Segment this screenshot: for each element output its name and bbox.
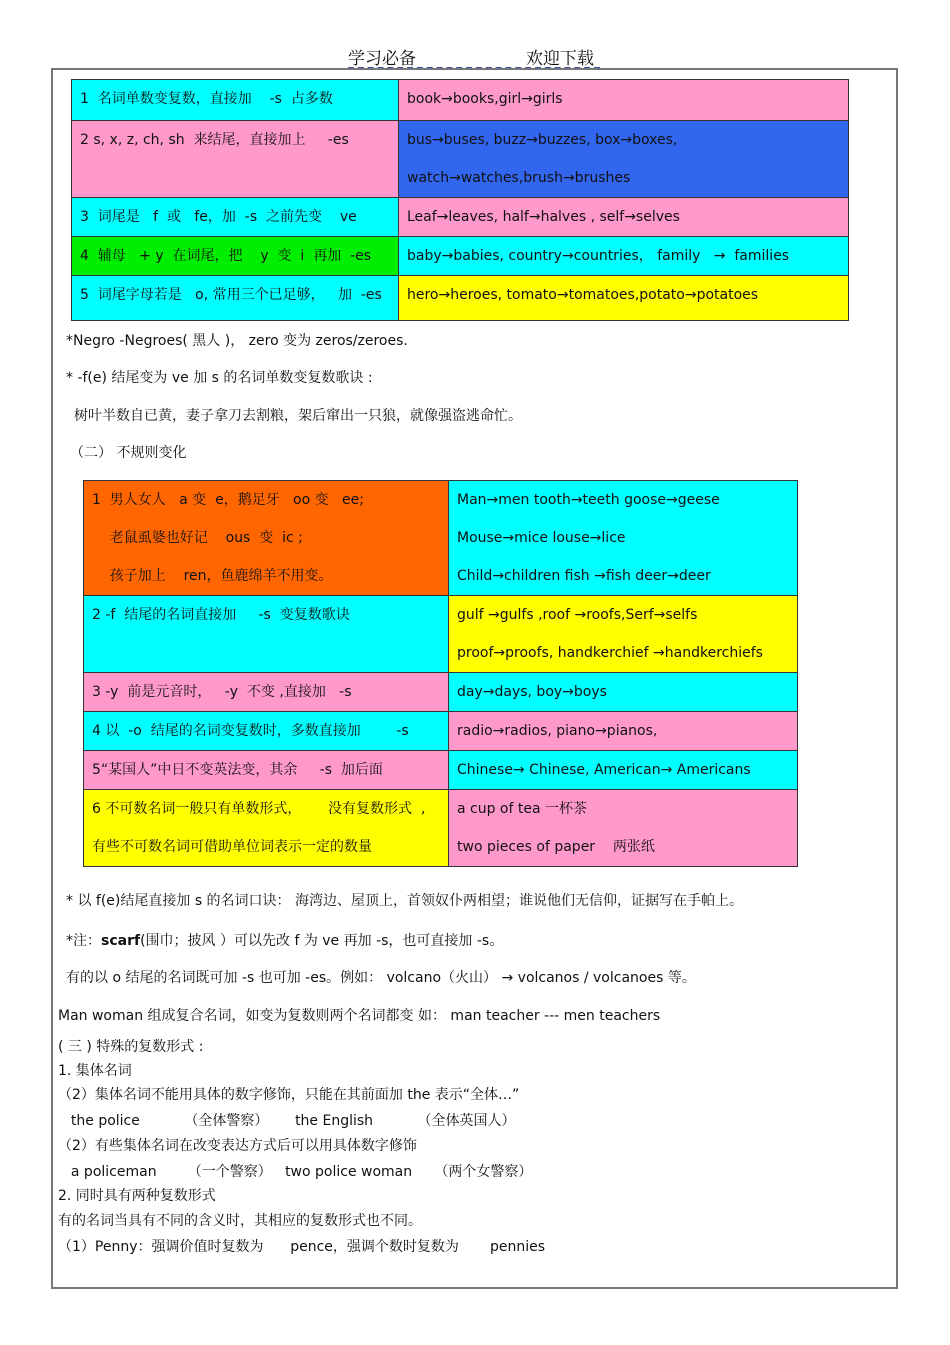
example-line: baby→babies, country→countries， family → families	[407, 248, 790, 264]
collective-example-1: the police （全体警察） the English （全体英国人）	[62, 1113, 516, 1129]
table-row	[84, 673, 798, 712]
rule-line: 2 s, x, z, ch, sh 来结尾，直接加上 -es	[80, 132, 349, 148]
table-row	[72, 276, 849, 321]
note-o-ending: 有的以 o 结尾的名词既可加 -s 也可加 -es。例如： volcano（火山） → volcanos / volcanoes 等。	[66, 970, 696, 986]
example-line: watch→watches,brush→brushes	[407, 170, 631, 186]
rule-line	[80, 159, 398, 197]
note-scarf	[66, 930, 503, 950]
example-line: Mouse→mice louse→lice	[457, 530, 626, 546]
example-line: bus→buses, buzz→buzzes, box→boxes,	[407, 132, 678, 148]
example-line: Man→men tooth→teeth goose→geese	[457, 492, 720, 508]
example-cell	[449, 751, 798, 790]
example-cell	[399, 198, 849, 237]
example-line: Leaf→leaves, half→halves , self→selves	[407, 209, 680, 225]
header-left-text: 学习必备	[348, 49, 416, 69]
example-cell	[449, 712, 798, 751]
note-scarf-rest: (围巾；披风 ）可以先改 f 为 ve 再加 -s，也可直接加 -s。	[140, 933, 504, 949]
rule-line: 3 -y 前是元音时， -y 不变 ,直接加 -s	[92, 684, 352, 700]
rule-cell	[84, 481, 449, 596]
rule-line: 有些不可数名词可借助单位词表示一定的数量	[92, 839, 372, 855]
rule-cell	[72, 276, 399, 321]
example-line: radio→radios, piano→pianos,	[457, 723, 658, 739]
example-line: book→books,girl→girls	[407, 91, 563, 107]
note-f-rule: * -f(e) 结尾变为 ve 加 s 的名词单数变复数歌诀 :	[66, 370, 373, 386]
example-cell	[449, 596, 798, 673]
section-irregular-heading: （二） 不规则变化	[70, 445, 187, 461]
table-row	[72, 237, 849, 276]
example-cell	[399, 121, 849, 198]
irregular-plural-table	[83, 480, 798, 867]
header-right-text: 欢迎下载	[526, 49, 594, 69]
rule-line: 孩子加上 ren，鱼鹿绵羊不用变。	[92, 568, 333, 584]
rule-line: 1 男人女人 a 变 e，鹅足牙 oo 变 ee;	[92, 492, 364, 508]
rule-line: 4 以 -o 结尾的名词变复数时，多数直接加 -s	[92, 723, 409, 739]
note-fe-mnemonic: * 以 f(e)结尾直接加 s 的名词口诀： 海湾边、屋顶上，首领奴仆两相望；谁说他们无信仰，证据写在手帕上。	[66, 893, 744, 909]
rule-line: 老鼠虱婆也好记 ous 变 ic ;	[92, 530, 303, 546]
table-row	[84, 481, 798, 596]
collective-example-2: a policeman （一个警察） two police woman （两个女警察）	[62, 1164, 533, 1180]
example-line: two pieces of paper 两张纸	[457, 839, 655, 855]
table-row	[84, 790, 798, 867]
example-line: proof→proofs, handkerchief →handkerchiefs	[457, 645, 763, 661]
two-forms-explanation: 有的名词当具有不同的含义时，其相应的复数形式也不同。	[58, 1213, 422, 1229]
example-line: hero→heroes, tomato→tomatoes,potato→potatoes	[407, 287, 759, 303]
example-cell	[449, 790, 798, 867]
table-row	[72, 198, 849, 237]
collective-noun-heading: 1. 集体名词	[58, 1063, 132, 1079]
rule-cell	[84, 790, 449, 867]
collective-rule-1: （2）集体名词不能用具体的数字修饰，只能在其前面加 the 表示“全体…”	[58, 1087, 520, 1103]
example-line: gulf →gulfs ,roof →roofs,Serf→selfs	[457, 607, 698, 623]
table-row	[84, 712, 798, 751]
note-poem: 树叶半数自已黄，妻子拿刀去割粮，架后窜出一只狼，就像强盗逃命忙。	[74, 408, 522, 424]
rule-cell	[72, 237, 399, 276]
example-cell	[399, 80, 849, 121]
example-line: Chinese→ Chinese, American→ Americans	[457, 762, 751, 778]
rule-cell	[84, 673, 449, 712]
example-cell	[399, 276, 849, 321]
rule-line	[92, 634, 448, 672]
table-row	[72, 121, 849, 198]
rule-line: 4 辅母 + y 在词尾，把 y 变 i 再加 -es	[80, 248, 372, 264]
example-line: a cup of tea 一杯茶	[457, 801, 588, 817]
example-line: Child→children fish →fish deer→deer	[457, 568, 711, 584]
note-scarf-word: scarf	[101, 933, 141, 949]
rule-cell	[84, 751, 449, 790]
rule-cell	[72, 198, 399, 237]
note-scarf-prefix: *注：	[66, 933, 101, 949]
rule-line: 3 词尾是 f 或 fe，加 -s 之前先变 ve	[80, 209, 357, 225]
rule-cell	[72, 121, 399, 198]
collective-rule-2: （2）有些集体名词在改变表达方式后可以用具体数字修饰	[58, 1138, 417, 1154]
example-cell	[399, 237, 849, 276]
rule-line: 6 不可数名词一般只有单数形式， 没有复数形式 ,	[92, 801, 426, 817]
note-negro: *Negro -Negroes( 黑人 )， zero 变为 zeros/zeroes.	[66, 333, 408, 349]
rule-line: 5“某国人”中日不变英法变，其余 -s 加后面	[92, 762, 383, 778]
example-cell	[449, 481, 798, 596]
rule-line: 1 名词单数变复数，直接加 -s 占多数	[80, 91, 333, 107]
example-cell	[449, 673, 798, 712]
example-line: day→days, boy→boys	[457, 684, 607, 700]
rule-cell	[84, 596, 449, 673]
table-row	[84, 751, 798, 790]
section-special-heading: ( 三 ) 特殊的复数形式 :	[58, 1039, 204, 1055]
page-header	[0, 42, 950, 68]
rule-cell	[72, 80, 399, 121]
table-row	[84, 596, 798, 673]
rule-cell	[84, 712, 449, 751]
rule-line: 2 -f 结尾的名词直接加 -s 变复数歌诀	[92, 607, 350, 623]
penny-rule: （1）Penny：强调价值时复数为 pence，强调个数时复数为 pennies	[58, 1239, 546, 1255]
regular-plural-table	[71, 79, 849, 321]
rule-line: 5 词尾字母若是 o, 常用三个已足够， 加 -es	[80, 287, 382, 303]
table-row	[72, 80, 849, 121]
note-compound: Man woman 组成复合名词，如变为复数则两个名词都变 如： man teacher --- men teachers	[58, 1008, 661, 1024]
two-forms-heading: 2. 同时具有两种复数形式	[58, 1188, 216, 1204]
